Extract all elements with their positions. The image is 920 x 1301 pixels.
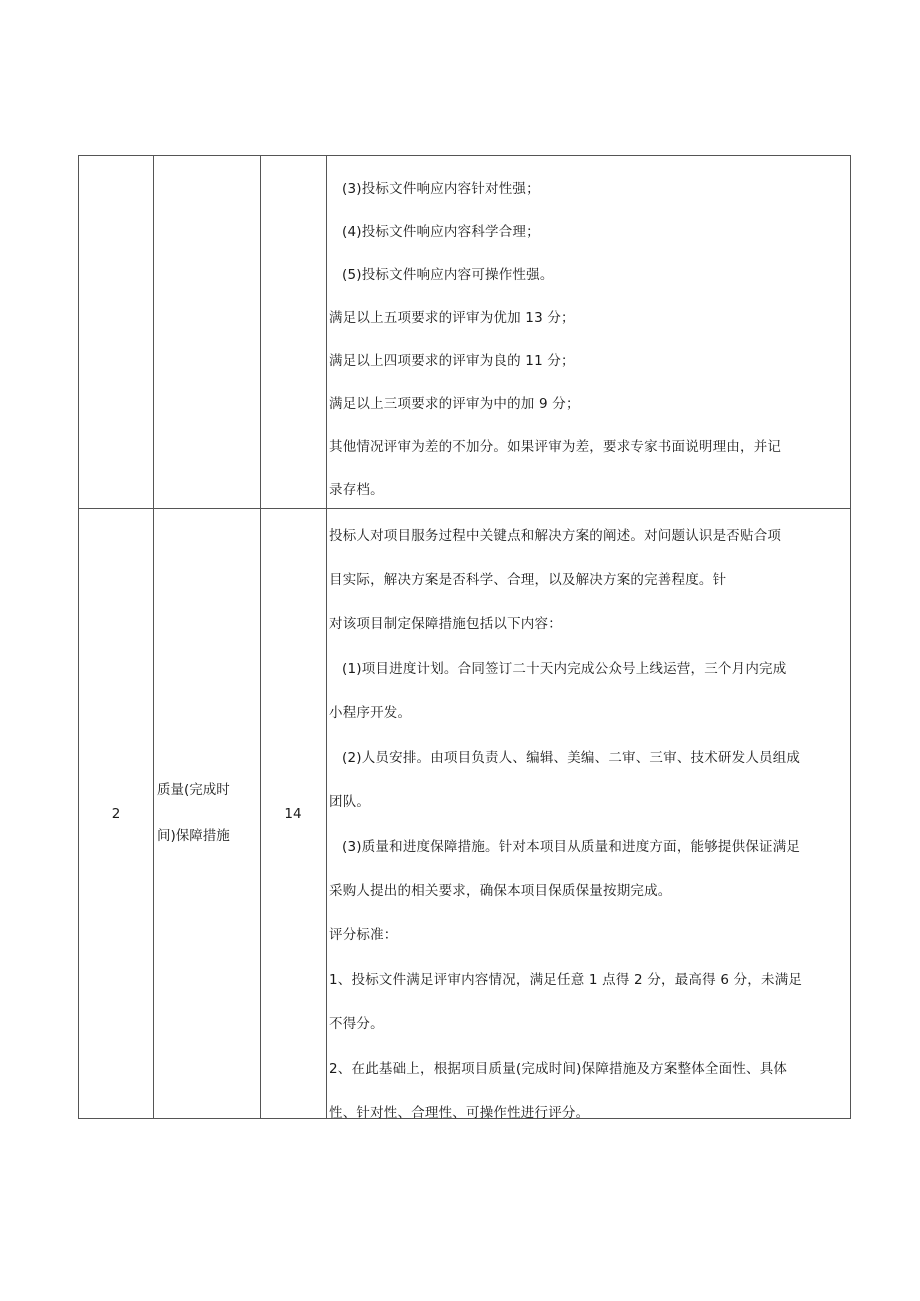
row-divider: [79, 508, 850, 509]
criteria-line: 不得分。: [329, 1016, 384, 1032]
criteria-line: (2)人员安排。由项目负责人、编辑、美编、二审、三审、技术研发人员组成: [342, 750, 801, 766]
criteria-line: 满足以上三项要求的评审为中的加 9 分；: [329, 396, 580, 412]
criteria-line: 对该项目制定保障措施包括以下内容：: [329, 616, 562, 632]
criteria-line: 团队。: [329, 794, 371, 810]
criteria-line: (4)投标文件响应内容科学合理；: [342, 224, 540, 240]
criteria-line: 采购人提出的相关要求，确保本项目保质保量按期完成。: [329, 883, 672, 899]
criteria-line: 评分标准：: [329, 927, 398, 943]
column-divider: [153, 156, 154, 1118]
item-name-line1: 质量(完成时: [157, 782, 230, 798]
criteria-line: (3)投标文件响应内容针对性强；: [342, 181, 540, 197]
item-name-line2: 间)保障措施: [157, 828, 230, 844]
scoring-table: [78, 155, 851, 1119]
criteria-line: 目实际，解决方案是否科学、合理，以及解决方案的完善程度。针: [329, 572, 727, 588]
criteria-line: 录存档。: [329, 482, 384, 498]
column-divider: [260, 156, 261, 1118]
criteria-line: 投标人对项目服务过程中关键点和解决方案的阐述。对问题认识是否贴合项: [329, 528, 782, 544]
criteria-line: 1、投标文件满足评审内容情况，满足任意 1 点得 2 分，最高得 6 分，未满足: [329, 972, 803, 988]
criteria-line: (5)投标文件响应内容可操作性强。: [342, 267, 554, 283]
criteria-line: 满足以上四项要求的评审为良的 11 分；: [329, 353, 575, 369]
criteria-line: 性、针对性、合理性、可操作性进行评分。: [329, 1105, 590, 1121]
criteria-line: 其他情况评审为差的不加分。如果评审为差，要求专家书面说明理由，并记: [329, 439, 782, 455]
criteria-line: 小程序开发。: [329, 705, 412, 721]
column-divider: [326, 156, 327, 1118]
criteria-line: 满足以上五项要求的评审为优加 13 分；: [329, 310, 575, 326]
criteria-line: (1)项目进度计划。合同签订二十天内完成公众号上线运营，三个月内完成: [342, 661, 787, 677]
criteria-line: (3)质量和进度保障措施。针对本项目从质量和进度方面，能够提供保证满足: [342, 839, 801, 855]
criteria-line: 2、在此基础上，根据项目质量(完成时间)保障措施及方案整体全面性、具体: [329, 1061, 788, 1077]
item-score: 14: [284, 806, 302, 822]
row-number: 2: [111, 806, 121, 822]
